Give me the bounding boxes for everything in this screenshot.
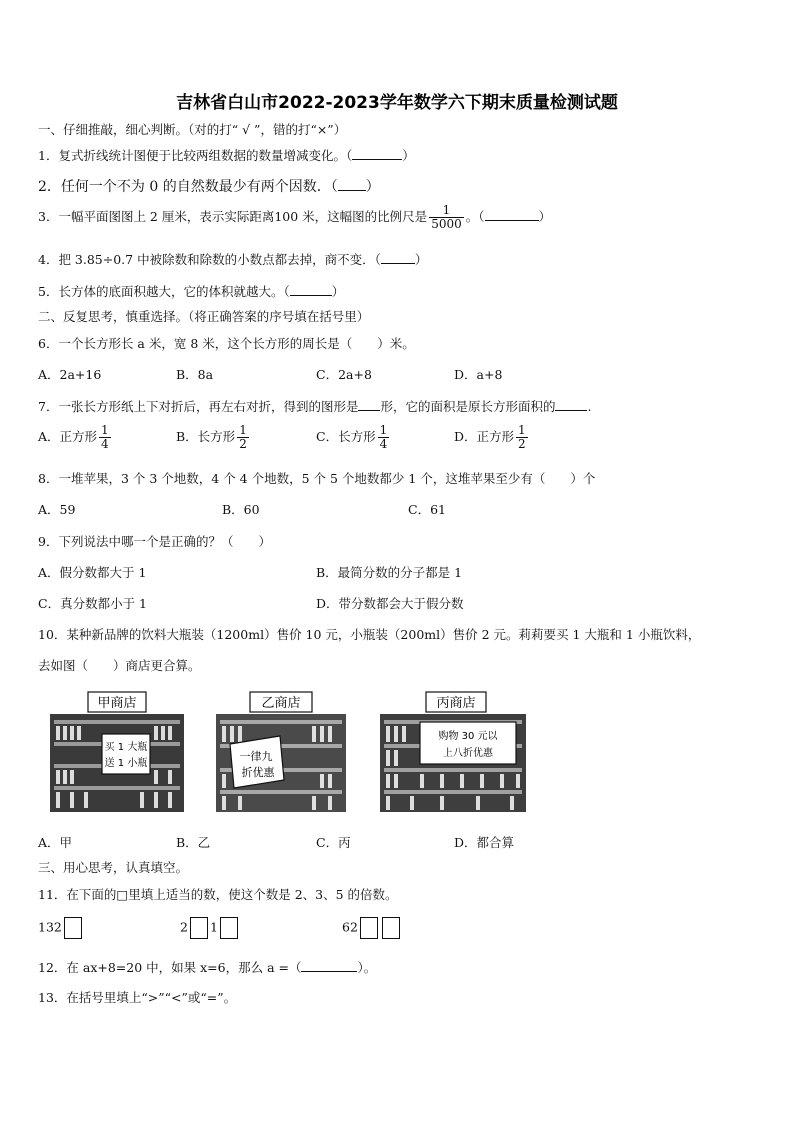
fraction: $\frac{1}{4}$: [101, 423, 109, 451]
digit-box[interactable]: [64, 917, 82, 939]
fraction: $\frac{1}{2}$: [518, 423, 526, 451]
q11-item-1: [38, 917, 84, 939]
q11-number: 2: [180, 919, 188, 935]
q11-item-2: [180, 917, 240, 939]
question-2: [38, 176, 380, 196]
fraction: $\frac{1}{2}$: [239, 423, 247, 451]
shop-sign-line-2: 上八折优惠: [443, 748, 493, 759]
shop-image-yi: [216, 690, 346, 812]
answer-blank[interactable]: [290, 283, 332, 296]
question-3: [38, 204, 551, 231]
q7-option-b[interactable]: B．长方形 $\frac{1}{2}$: [176, 423, 247, 451]
q8-option-a[interactable]: A．59: [38, 502, 76, 517]
shop-name: 丙商店: [436, 696, 476, 711]
shop-sign-line-1: 一律九: [239, 750, 273, 763]
q11-number: 1: [209, 919, 218, 935]
shop-image-jia: [50, 690, 184, 812]
answer-blank[interactable]: [381, 251, 415, 264]
section-1-heading: 一、仔细推敲，细心判断。（对的打“ √ ”，错的打“×”）: [38, 122, 347, 137]
q6-option-d[interactable]: D．a+8: [454, 367, 503, 382]
q10-option-a[interactable]: A．甲: [38, 835, 73, 850]
q1-close: ）: [402, 148, 415, 163]
q7-option-a[interactable]: A．正方形 $\frac{1}{4}$: [38, 423, 109, 451]
q9-option-d[interactable]: D．带分数都会大于假分数: [316, 596, 464, 611]
question-10-line-2: 去如图（ ）商店更合算。: [38, 658, 201, 673]
shop-sign-line-2: 送 1 小瓶: [104, 758, 148, 769]
answer-blank[interactable]: [485, 208, 539, 221]
answer-blank[interactable]: [338, 178, 366, 191]
question-8: 8．一堆苹果，3 个 3 个地数，4 个 4 个地数，5 个 5 个地数都少 1 个，这堆苹果至少有（ ）个: [38, 471, 596, 486]
q11-number: 62: [342, 919, 358, 935]
q7-option-c[interactable]: C．长方形 $\frac{1}{4}$: [316, 423, 388, 451]
question-12: [38, 958, 376, 976]
digit-box[interactable]: [220, 917, 238, 939]
digit-box[interactable]: [360, 917, 378, 939]
fraction: $\frac{1}{5000}$: [431, 203, 462, 231]
q12-text: 12．在 ax+8=20 中，如果 x=6，那么 a =（: [38, 960, 302, 975]
q5-close: ）: [331, 284, 345, 299]
q10-option-d[interactable]: D．都合算: [454, 835, 515, 850]
answer-blank[interactable]: [358, 398, 380, 411]
q1-text: 1．复式折线统计图便于比较两组数据的数量增减变化。（: [38, 148, 353, 163]
q6-option-b[interactable]: B．8a: [176, 367, 214, 382]
question-10-line-1: 10．某种新品牌的饮料大瓶装（1200ml）售价 10 元，小瓶装（200ml）售价 2 元。莉莉要买 1 大瓶和 1 小瓶饮料，: [38, 627, 701, 642]
fraction: $\frac{1}{4}$: [379, 423, 388, 451]
q4-text: 4．把 3.85÷0.7 中被除数和除数的小数点都去掉，商不变．（: [38, 252, 381, 267]
shop-sign-line-1: 买 1 大瓶: [104, 742, 148, 753]
section-2-heading: 二、反复思考，慎重选择。（将正确答案的序号填在括号里）: [38, 309, 370, 324]
q6-option-c[interactable]: C．2a+8: [316, 367, 372, 382]
page-title: 吉林省白山市2022-2023学年数学六下期末质量检测试题: [176, 93, 618, 113]
q5-text: 5．长方体的底面积越大，它的体积就越大。（: [38, 284, 290, 299]
q7-text-c: .: [587, 399, 592, 414]
q11-number: 132: [38, 919, 62, 935]
digit-box[interactable]: [190, 917, 208, 939]
question-9: 9．下列说法中哪一个是正确的？（ ）: [38, 534, 271, 549]
question-6: 6．一个长方形长 a 米，宽 8 米，这个长方形的周长是（ ）米。: [38, 336, 415, 351]
digit-box[interactable]: [382, 917, 400, 939]
shop-name: 甲商店: [97, 696, 137, 711]
question-11: 11．在下面的□里填上适当的数，使这个数是 2、3、5 的倍数。: [38, 887, 398, 902]
q9-option-b[interactable]: B．最简分数的分子都是 1: [316, 565, 463, 580]
answer-blank[interactable]: [301, 959, 357, 972]
q7-option-d[interactable]: D．正方形 $\frac{1}{2}$: [454, 423, 526, 451]
q8-option-c[interactable]: C．61: [408, 502, 446, 517]
question-5: [38, 282, 344, 300]
question-13: 13．在括号里填上“>”“<”或“=”。: [38, 990, 237, 1005]
q9-option-a[interactable]: A．假分数都大于 1: [38, 565, 147, 580]
q3-text: 3．一幅平面图图上 2 厘米，表示实际距离100 米，这幅图的比例尺是: [38, 209, 428, 224]
q2-close: ）: [365, 179, 380, 195]
q4-close: ）: [414, 252, 428, 267]
question-4: [38, 250, 427, 268]
answer-blank[interactable]: [352, 147, 402, 160]
answer-blank[interactable]: [555, 398, 587, 411]
shop-name: 乙商店: [261, 696, 301, 711]
shop-sign-line-2: 折优惠: [241, 766, 275, 779]
q12-close: ）。: [357, 960, 377, 975]
shop-sign-line-1: 购物 30 元以: [438, 731, 498, 742]
question-1: [38, 146, 415, 164]
q10-option-b[interactable]: B．乙: [176, 835, 211, 850]
shop-image-bing: [380, 690, 526, 812]
q7-text-b: 形，它的面积是原长方形面积的: [380, 399, 556, 414]
q8-option-b[interactable]: B．60: [222, 502, 260, 517]
q2-text: 2．任何一个不为 0 的自然数最少有两个因数．（: [38, 179, 338, 195]
question-7: [38, 397, 591, 415]
q10-option-c[interactable]: C．丙: [316, 835, 351, 850]
q3-tail: 。（: [465, 209, 485, 224]
q9-option-c[interactable]: C．真分数都小于 1: [38, 596, 147, 611]
q7-text-a: 7．一张长方形纸上下对折后，再左右对折，得到的图形是: [38, 399, 359, 414]
section-3-heading: 三、用心思考，认真填空。: [38, 860, 189, 875]
q3-close: ）: [538, 209, 552, 224]
q6-option-a[interactable]: A．2a+16: [38, 367, 102, 382]
q11-item-3: [342, 917, 402, 939]
